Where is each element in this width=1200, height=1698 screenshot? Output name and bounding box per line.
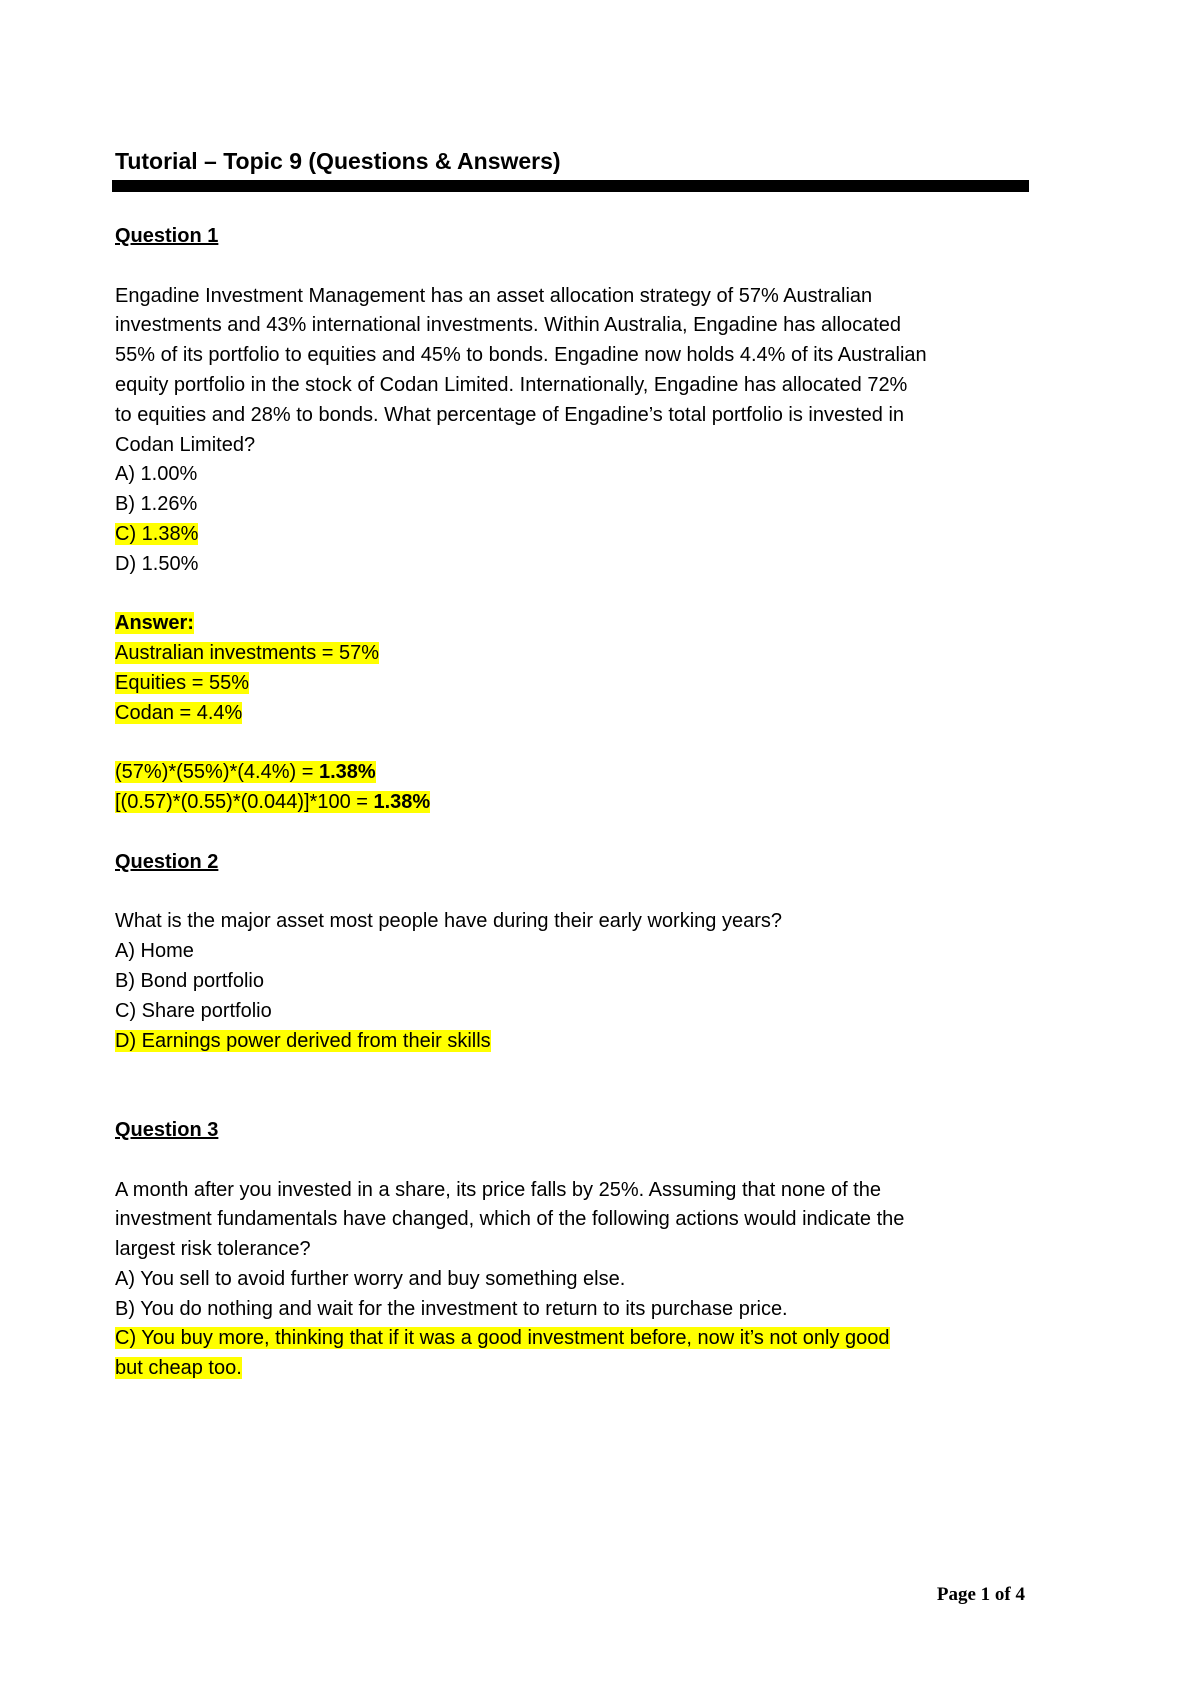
question-3-text-line: largest risk tolerance? — [115, 1238, 311, 1261]
answer-line: Codan = 4.4% — [115, 701, 243, 724]
question-1-text-line: investments and 43% international investments. Within Australia, Engadine has allocated — [115, 314, 902, 337]
question-1-text-line: Engadine Investment Management has an asset allocation strategy of 57% Australian — [115, 284, 873, 307]
question-1-text-line: to equities and 28% to bonds. What percentage of Engadine’s total portfolio is invested in — [115, 403, 905, 426]
question-2-option-d-correct: D) Earnings power derived from their skills — [115, 1029, 491, 1052]
spacer — [115, 878, 1035, 908]
question-3-text-line: investment fundamentals have changed, which of the following actions would indicate the — [115, 1208, 905, 1231]
spacer — [115, 252, 1035, 282]
spacer — [115, 818, 1035, 848]
question-1-option-b: B) 1.26% — [115, 493, 198, 516]
question-2-option-a: A) Home — [115, 940, 194, 963]
question-1-option-d: D) 1.50% — [115, 552, 199, 575]
answer-line: Australian investments = 57% — [115, 642, 380, 665]
document-title: Tutorial – Topic 9 (Questions & Answers) — [115, 148, 561, 174]
calculation-decimal: [(0.57)*(0.55)*(0.044)]*100 = 1.38% — [115, 791, 431, 814]
calculation-percent: (57%)*(55%)*(4.4%) = 1.38% — [115, 761, 376, 784]
question-2-option-b: B) Bond portfolio — [115, 969, 264, 992]
question-3-text-line: A month after you invested in a share, its price falls by 25%. Assuming that none of the — [115, 1178, 881, 1201]
question-2-text: What is the major asset most people have during their early working years? — [115, 910, 782, 933]
spacer — [115, 1146, 1035, 1176]
question-1-text-line: Codan Limited? — [115, 433, 256, 456]
spacer — [115, 729, 1035, 759]
question-2-option-c: C) Share portfolio — [115, 999, 272, 1022]
title-rule — [112, 180, 1029, 192]
question-3-heading: Question 3 — [115, 1118, 219, 1141]
question-3-option-c-correct-cont: but cheap too. — [115, 1357, 242, 1380]
question-2-heading: Question 2 — [115, 850, 219, 873]
question-1-text-line: equity portfolio in the stock of Codan Limited. Internationally, Engadine has allocated 72% — [115, 373, 908, 396]
answer-heading: Answer: — [115, 612, 194, 635]
question-3-option-b: B) You do nothing and wait for the investment to return to its purchase price. — [115, 1297, 788, 1320]
question-3-option-a: A) You sell to avoid further worry and buy something else. — [115, 1267, 626, 1290]
answer-line: Equities = 55% — [115, 671, 249, 694]
question-1-text-line: 55% of its portfolio to equities and 45% to bonds. Engadine now holds 4.4% of its Australian — [115, 344, 927, 367]
question-1-heading: Question 1 — [115, 225, 219, 247]
question-1-option-c-correct: C) 1.38% — [115, 522, 199, 545]
question-1-option-a: A) 1.00% — [115, 463, 198, 486]
question-3-option-c-correct: C) You buy more, thinking that if it was a good investment before, now it’s not only good — [115, 1327, 890, 1350]
page-number: Page 1 of 4 — [936, 1584, 1025, 1605]
spacer — [115, 1086, 1035, 1116]
spacer — [115, 580, 1035, 610]
spacer — [115, 1056, 1035, 1086]
document-body — [115, 222, 1035, 1384]
